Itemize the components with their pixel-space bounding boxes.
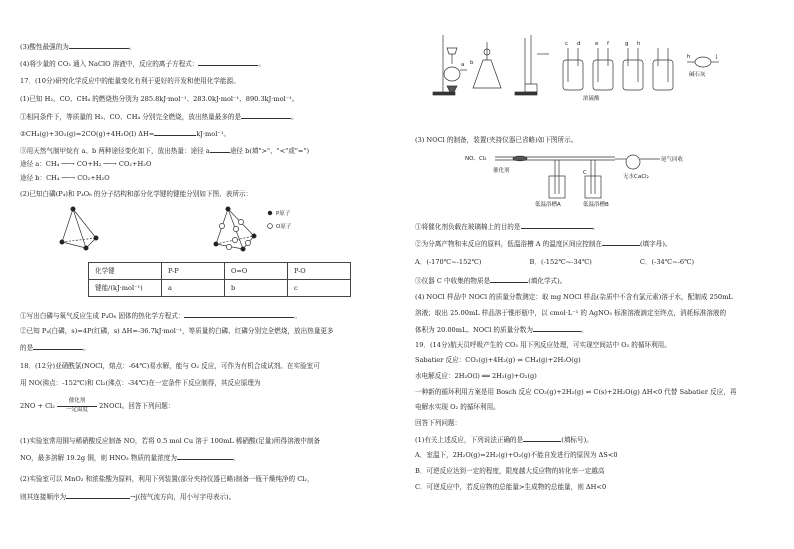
table-cell: 键能/(kJ·mol⁻¹) <box>89 280 162 297</box>
svg-text:b: b <box>470 60 474 66</box>
path-b: 途径 b：CH₄ ──→ CO₂+H₂O <box>20 174 110 182</box>
svg-text:a: a <box>461 62 465 68</box>
svg-text:g: g <box>625 41 629 47</box>
q18-equation: 2NO + Cl₂ 催化剂 一定温度 2NOCl。回答下列问题： <box>20 397 175 413</box>
q18-3-3: ③仪器 C 中收集的物质是 (填化学式)。 <box>415 277 567 285</box>
svg-text:f: f <box>607 41 609 47</box>
q17-1a: ①相同条件下，等质量的 H₂、CO、CH₄ 分别完全燃烧，放出热量最多的是 。 <box>20 113 298 121</box>
svg-text:低温浴槽A: 低温浴槽A <box>535 202 561 208</box>
table-header-row <box>89 263 351 280</box>
table-header: O=O <box>225 263 288 280</box>
table-row <box>89 280 351 297</box>
table-header: P-O <box>288 263 351 280</box>
q17-2a: ①写出白磷与氧气反应生成 P₄O₆ 固体的热化学方程式： 。 <box>20 312 301 320</box>
q19-bosch2: 电解水实现 O₂ 的循环利用。 <box>415 403 500 411</box>
q19-head: 19．(14分)航天员呼吸产生的 CO₂ 用下列反应处理，可实现空间站中 O₂ 的循环利用。 <box>415 341 671 349</box>
svg-text:碱石灰: 碱石灰 <box>689 72 706 78</box>
q18-3-2: ②为分离产物和未反应的原料，低温浴槽 A 的温度区间应控制在 (填字母)。 <box>415 240 672 248</box>
cl2-apparatus <box>425 30 725 102</box>
q18-2: (2)实验室可以 MnO₂ 和浓盐酸为原料，利用下列装置(部分夹持仪器已略)制备一瓶干燥纯净的 Cl₂， <box>20 475 314 483</box>
svg-text:d: d <box>577 41 581 47</box>
q16-4: (4)将少量的 CO₂ 通入 NaClO 溶液中，反应的离子方程式： 。 <box>20 60 265 68</box>
q19-sabatier: Sabatier 反应：CO₂(g)+4H₂(g) ⇌ CH₄(g)+2H₂O(g) <box>415 356 581 364</box>
q19-1-option-b: B．可逆反应达到一定的程度，限度越大反应物的转化率一定越高 <box>415 467 605 475</box>
q18-3-1: ①将催化剂负载在玻璃棉上的目的是 。 <box>415 223 600 231</box>
table-header: 化学键 <box>89 263 162 280</box>
svg-text:P原子: P原子 <box>276 211 291 217</box>
svg-text:O原子: O原子 <box>276 224 292 230</box>
bond-energy-table <box>88 262 351 297</box>
q19-1-option-a: A．室温下，2H₂O(g)=2H₂(g)+O₂(g)不能自发进行的原因为 ΔS<0 <box>415 451 618 459</box>
q19-bosch: 一种新的循环利用方案是用 Bosch 反应 CO₂(g)+2H₂(g) ⇌ C(s)+2H₂O(g) ΔH<0 代替 Sabatier 反应，再 <box>415 388 737 396</box>
svg-text:低温浴槽B: 低温浴槽B <box>583 202 609 208</box>
q18-4: (4) NOCl 样品中 NOCl 的质量分数测定：取 mg NOCl 样品(杂质中不含有氯元素)溶于水，配制成 250mL <box>415 293 733 301</box>
tube-stand <box>515 35 549 95</box>
svg-text:C: C <box>583 170 587 176</box>
q17-2: (2)已知白磷(P₄)和 P₄O₆ 的分子结构和部分化学键的键能分别如下图、表所示： <box>20 190 253 198</box>
wash-bottles <box>563 48 719 90</box>
p4o6-molecule <box>214 207 256 251</box>
nocl-apparatus <box>465 148 695 210</box>
svg-text:j: j <box>716 54 718 60</box>
svg-text:c: c <box>565 41 569 47</box>
q17-2b2: 的是 。 <box>20 344 90 352</box>
q19-1: (1)有关上述反应，下列说法正确的是 (填标号)。 <box>415 436 593 444</box>
q19-ask: 回答下列问题： <box>415 419 462 427</box>
svg-text:尾气回收: 尾气回收 <box>661 157 684 163</box>
q18-2b: 则其连接顺序为 →j(按气流方向，用小写字母表示)。 <box>20 493 236 501</box>
q18-4b: 溶液；取出 25.00mL 样品溶于锥形瓶中，以 cmol·L⁻¹ 的 AgNO₃ 标准溶液滴定至终点，消耗标准溶液的 <box>415 309 727 317</box>
svg-text:h: h <box>637 41 641 47</box>
q18-4c: 体积为 20.00mL。NOCl 的质量分数为 。 <box>415 326 588 334</box>
q18-3-options: A．(-170℃~-152℃) B．(-152℃~-34℃) C．(-34℃~-6℃) <box>415 258 695 266</box>
svg-text:NO、Cl₂: NO、Cl₂ <box>465 156 487 162</box>
svg-text:无水CaCl₂: 无水CaCl₂ <box>623 174 649 180</box>
svg-text:h: h <box>687 54 691 60</box>
svg-text:e: e <box>595 41 599 47</box>
legend <box>268 209 292 230</box>
q19-electrolysis: 水电解反应：2H₂O(l) ══ 2H₂(g)+O₂(g) <box>415 372 537 380</box>
p4-molecule <box>60 207 98 250</box>
table-cell: b <box>225 280 288 297</box>
q16-3: (3)酸性最强的为 。 <box>20 43 136 51</box>
svg-text:催化剂: 催化剂 <box>493 168 510 174</box>
q17-1b: ②CH₄(g)+3O₂(g)=2CO(g)+4H₂O(l) ΔH= kJ·mol⁻¹。 <box>20 130 231 138</box>
q18-line2: 用 NO(沸点：-152℃)和 Cl₂(沸点：-34℃)在一定条件下反应制得，其反应原理为 <box>20 379 261 387</box>
q18-1b: NO，最多溶解 19.2g 铜，则 HNO₃ 物质的量浓度为 。 <box>20 454 240 462</box>
table-cell: a <box>162 280 225 297</box>
q17-head: 17．(10分)研究化学反应中的能量变化有利于更好的开发和使用化学能源。 <box>20 77 240 85</box>
q18-3: (3) NOCl 的制备，装置(夹持仪器已省略)如下图所示。 <box>415 136 578 144</box>
q17-2b: ②已知 P₄(白磷，s)=4P(红磷，s) ΔH=-36.7kJ·mol⁻¹，等质量的白磷、红磷分别完全燃烧，放出热量更多 <box>20 327 334 335</box>
q18-head: 18．(12分)亚硝酰氯(NOCl，熔点：-64℃)易水解，能与 O₂ 反应，可作为有机合成试剂。在实验室可 <box>20 362 320 370</box>
svg-text:浓硫酸: 浓硫酸 <box>583 96 600 102</box>
conical-flask <box>473 42 501 88</box>
q17-1c: ③用天然气制甲烷有 a、b 两种途径变化如下，放出热量：途径 a 途径 b(填">"、"<"或"=") <box>20 147 310 155</box>
table-header: P-P <box>162 263 225 280</box>
table-cell: c <box>288 280 351 297</box>
path-a: 途径 a：CH₄ ──→ CO+H₂ ──→ CO₂+H₂O <box>20 160 152 168</box>
q19-1-option-c: C．可逆反应中，若反应物的总能量>生成物的总能量，则 ΔH<0 <box>415 483 607 491</box>
q18-1: (1)实验室常用铜与稀硝酸反应制备 NO，若将 0.5 mol Cu 溶于 100mL 稀硝酸(足量)所得溶液中制备 <box>20 437 321 445</box>
q17-1: (1)已知 H₂、CO、CH₄ 的燃烧热分别为 285.8kJ·mol⁻¹、283.0kJ·mol⁻¹、890.3kJ·mol⁻¹。 <box>20 95 299 103</box>
molecule-figures <box>58 204 292 256</box>
